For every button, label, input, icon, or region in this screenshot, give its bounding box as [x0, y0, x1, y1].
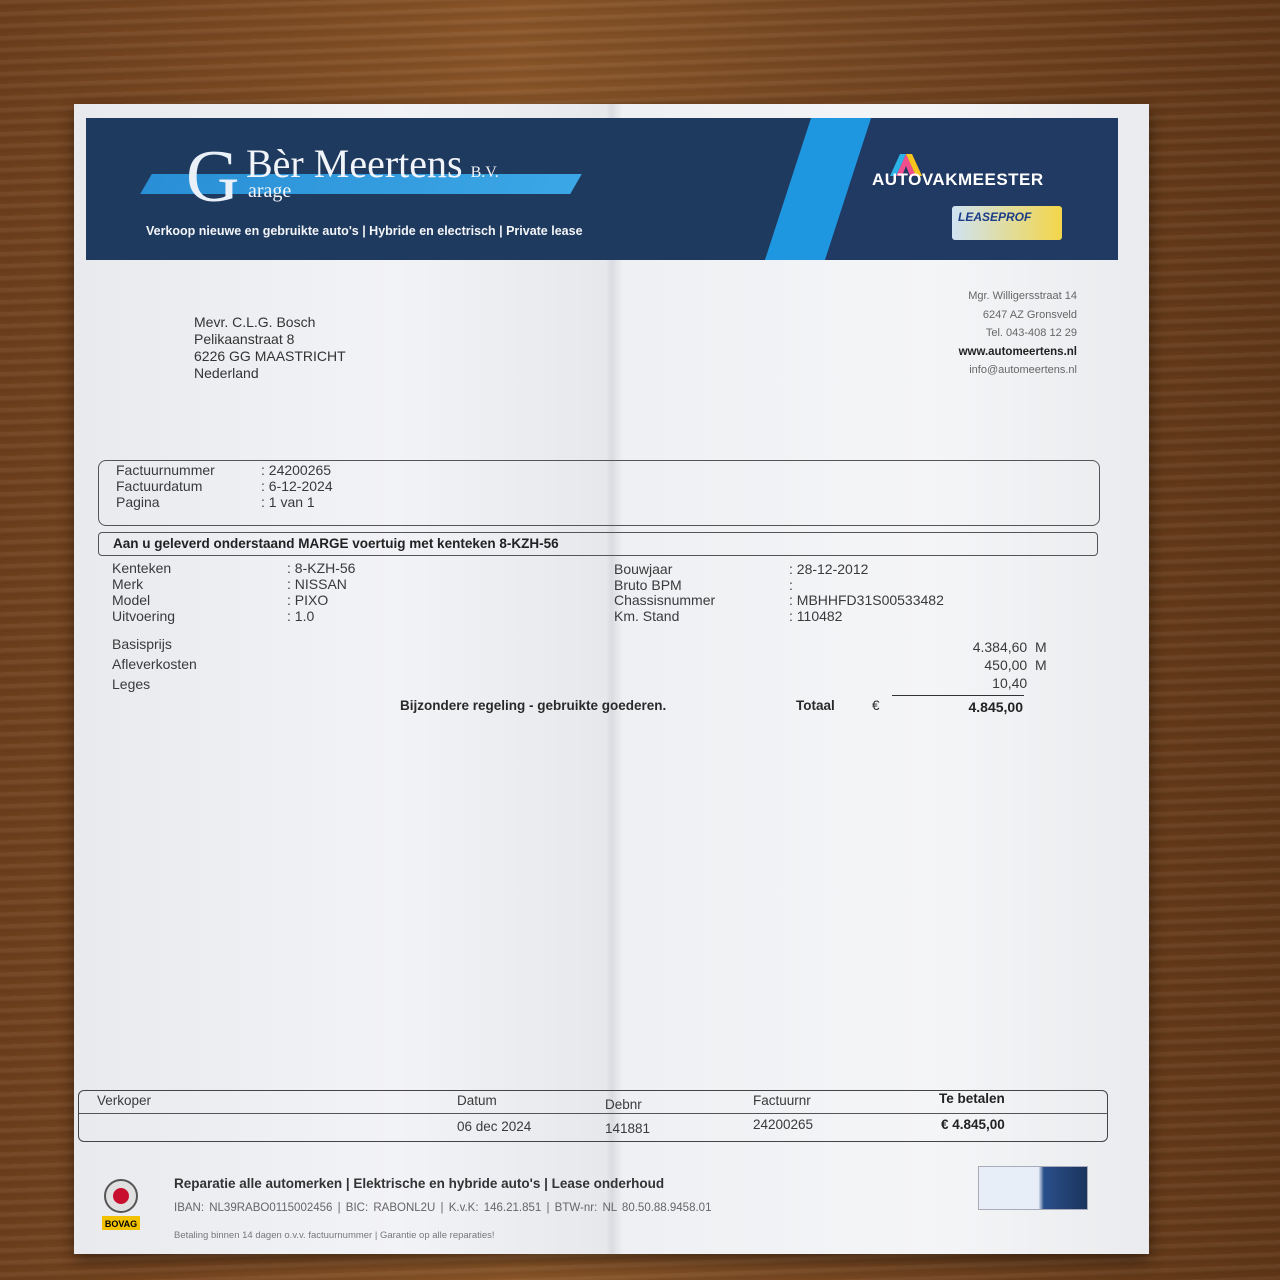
- invoice-date: : 6-12-2024: [261, 478, 333, 494]
- logo-subtitle: arage: [248, 180, 292, 202]
- vehicle-value: : PIXO: [287, 592, 329, 608]
- logo-letter: G: [186, 136, 240, 218]
- total-value: 4.845,00: [968, 699, 1023, 715]
- company-suffix: B.V.: [470, 164, 499, 181]
- invoice-info: [116, 462, 361, 510]
- footer-payment-terms: Betaling binnen 14 dagen o.v.v. factuurnummer | Garantie op alle reparaties!: [174, 1230, 495, 1241]
- recipient-street: Pelikaanstraat 8: [194, 331, 295, 347]
- sender-address: [959, 287, 1077, 380]
- payment-header: Datum: [457, 1093, 497, 1108]
- cost-flag: M: [1035, 639, 1047, 655]
- invoice-page-label: Pagina: [116, 494, 160, 510]
- cost-row: [973, 656, 1049, 674]
- subtotal-line: [892, 695, 1024, 696]
- cost-label: Afleverkosten: [112, 656, 197, 672]
- payment-table: [78, 1090, 1108, 1142]
- payment-value: € 4.845,00: [941, 1117, 1005, 1132]
- invoice-number: : 24200265: [261, 462, 332, 478]
- leaseprof-badge: LEASEPROF: [952, 206, 1062, 240]
- vehicle-label: Merk: [112, 576, 144, 592]
- vehicle-details-right: [614, 562, 1009, 624]
- vehicle-label: Bruto BPM: [614, 576, 682, 593]
- recipient-city: 6226 GG MAASTRICHT: [194, 348, 346, 364]
- footer-bank-details: IBAN: NL39RABO0115002456 | BIC: RABONL2U | K.v.K: 146.21.851 | BTW-nr: NL 80.50.88.9458.01: [174, 1202, 712, 1214]
- tagline: Verkoop nieuwe en gebruikte auto's | Hybride en electrisch | Private lease: [146, 224, 583, 238]
- vehicle-label: Bouwjaar: [614, 561, 673, 577]
- payment-value: 24200265: [753, 1117, 814, 1132]
- vehicle-details-left: [112, 560, 407, 624]
- vehicle-value: : MBHHFD31S00533482: [789, 592, 944, 608]
- cost-label: Leges: [112, 676, 151, 692]
- certification-badge: [978, 1166, 1088, 1210]
- cost-label: Basisprijs: [112, 636, 172, 652]
- cost-value: 4.384,60: [972, 639, 1028, 655]
- footer-services: Reparatie alle automerken | Elektrische en hybride auto's | Lease onderhoud: [174, 1176, 665, 1191]
- vehicle-label: Chassisnummer: [614, 592, 716, 608]
- cost-value: 450,00: [984, 657, 1028, 673]
- sender-city: 6247 AZ Gronsveld: [982, 308, 1077, 321]
- vehicle-value: : 110482: [789, 607, 843, 624]
- letterhead: [86, 118, 1118, 260]
- vehicle-value: : 28-12-2012: [789, 561, 869, 577]
- currency-symbol: €: [872, 698, 880, 713]
- cost-row: [973, 638, 1049, 656]
- payment-value: 06 dec 2024: [457, 1119, 532, 1134]
- sender-email: info@automeertens.nl: [969, 364, 1077, 376]
- cost-flag: M: [1035, 657, 1047, 673]
- sender-street: Mgr. Willigersstraat 14: [968, 290, 1077, 302]
- bovag-logo-icon: [98, 1176, 144, 1232]
- invoice-number-label: Factuurnummer: [116, 462, 215, 478]
- payment-header: Te betalen: [939, 1091, 1005, 1106]
- payment-header: Factuurnr: [753, 1093, 811, 1108]
- company-name: [246, 141, 499, 186]
- invoice-page: : 1 van 1: [261, 494, 315, 510]
- vehicle-value: : 1.0: [287, 608, 315, 624]
- company-name-text: Bèr Meertens: [246, 141, 463, 186]
- payment-header: Debnr: [605, 1097, 642, 1112]
- autovakmeester-logo-text: AUTOVAKMEESTER: [872, 170, 1044, 189]
- payment-table-divider: [79, 1113, 1107, 1114]
- cost-labels: [112, 634, 197, 694]
- sender-phone: Tel. 043-408 12 29: [985, 327, 1077, 339]
- recipient-address: [194, 314, 346, 382]
- vehicle-label: Uitvoering: [112, 608, 176, 624]
- recipient-country: Nederland: [194, 365, 259, 381]
- cost-values: [973, 638, 1049, 692]
- cost-row: [973, 674, 1049, 692]
- special-rule: Bijzondere regeling - gebruikte goederen.: [400, 698, 667, 713]
- vehicle-value: :: [789, 576, 793, 593]
- total-label: Totaal: [796, 698, 835, 713]
- recipient-name: Mevr. C.L.G. Bosch: [194, 314, 316, 330]
- bovag-logo-text: BOVAG: [104, 1219, 138, 1229]
- payment-value: 141881: [605, 1121, 651, 1136]
- cost-value: 10,40: [992, 675, 1028, 691]
- payment-header: Verkoper: [97, 1093, 152, 1108]
- vehicle-label: Kenteken: [112, 560, 172, 576]
- delivery-line: Aan u geleverd onderstaand MARGE voertuig met kenteken 8-KZH-56: [98, 532, 1098, 556]
- vehicle-label: Km. Stand: [614, 607, 680, 624]
- vehicle-value: : 8-KZH-56: [287, 560, 356, 576]
- invoice-date-label: Factuurdatum: [116, 478, 203, 494]
- invoice-paper: [74, 104, 1149, 1254]
- vehicle-value: : NISSAN: [287, 576, 347, 592]
- vehicle-label: Model: [112, 592, 151, 608]
- sender-website: www.automeertens.nl: [958, 345, 1077, 358]
